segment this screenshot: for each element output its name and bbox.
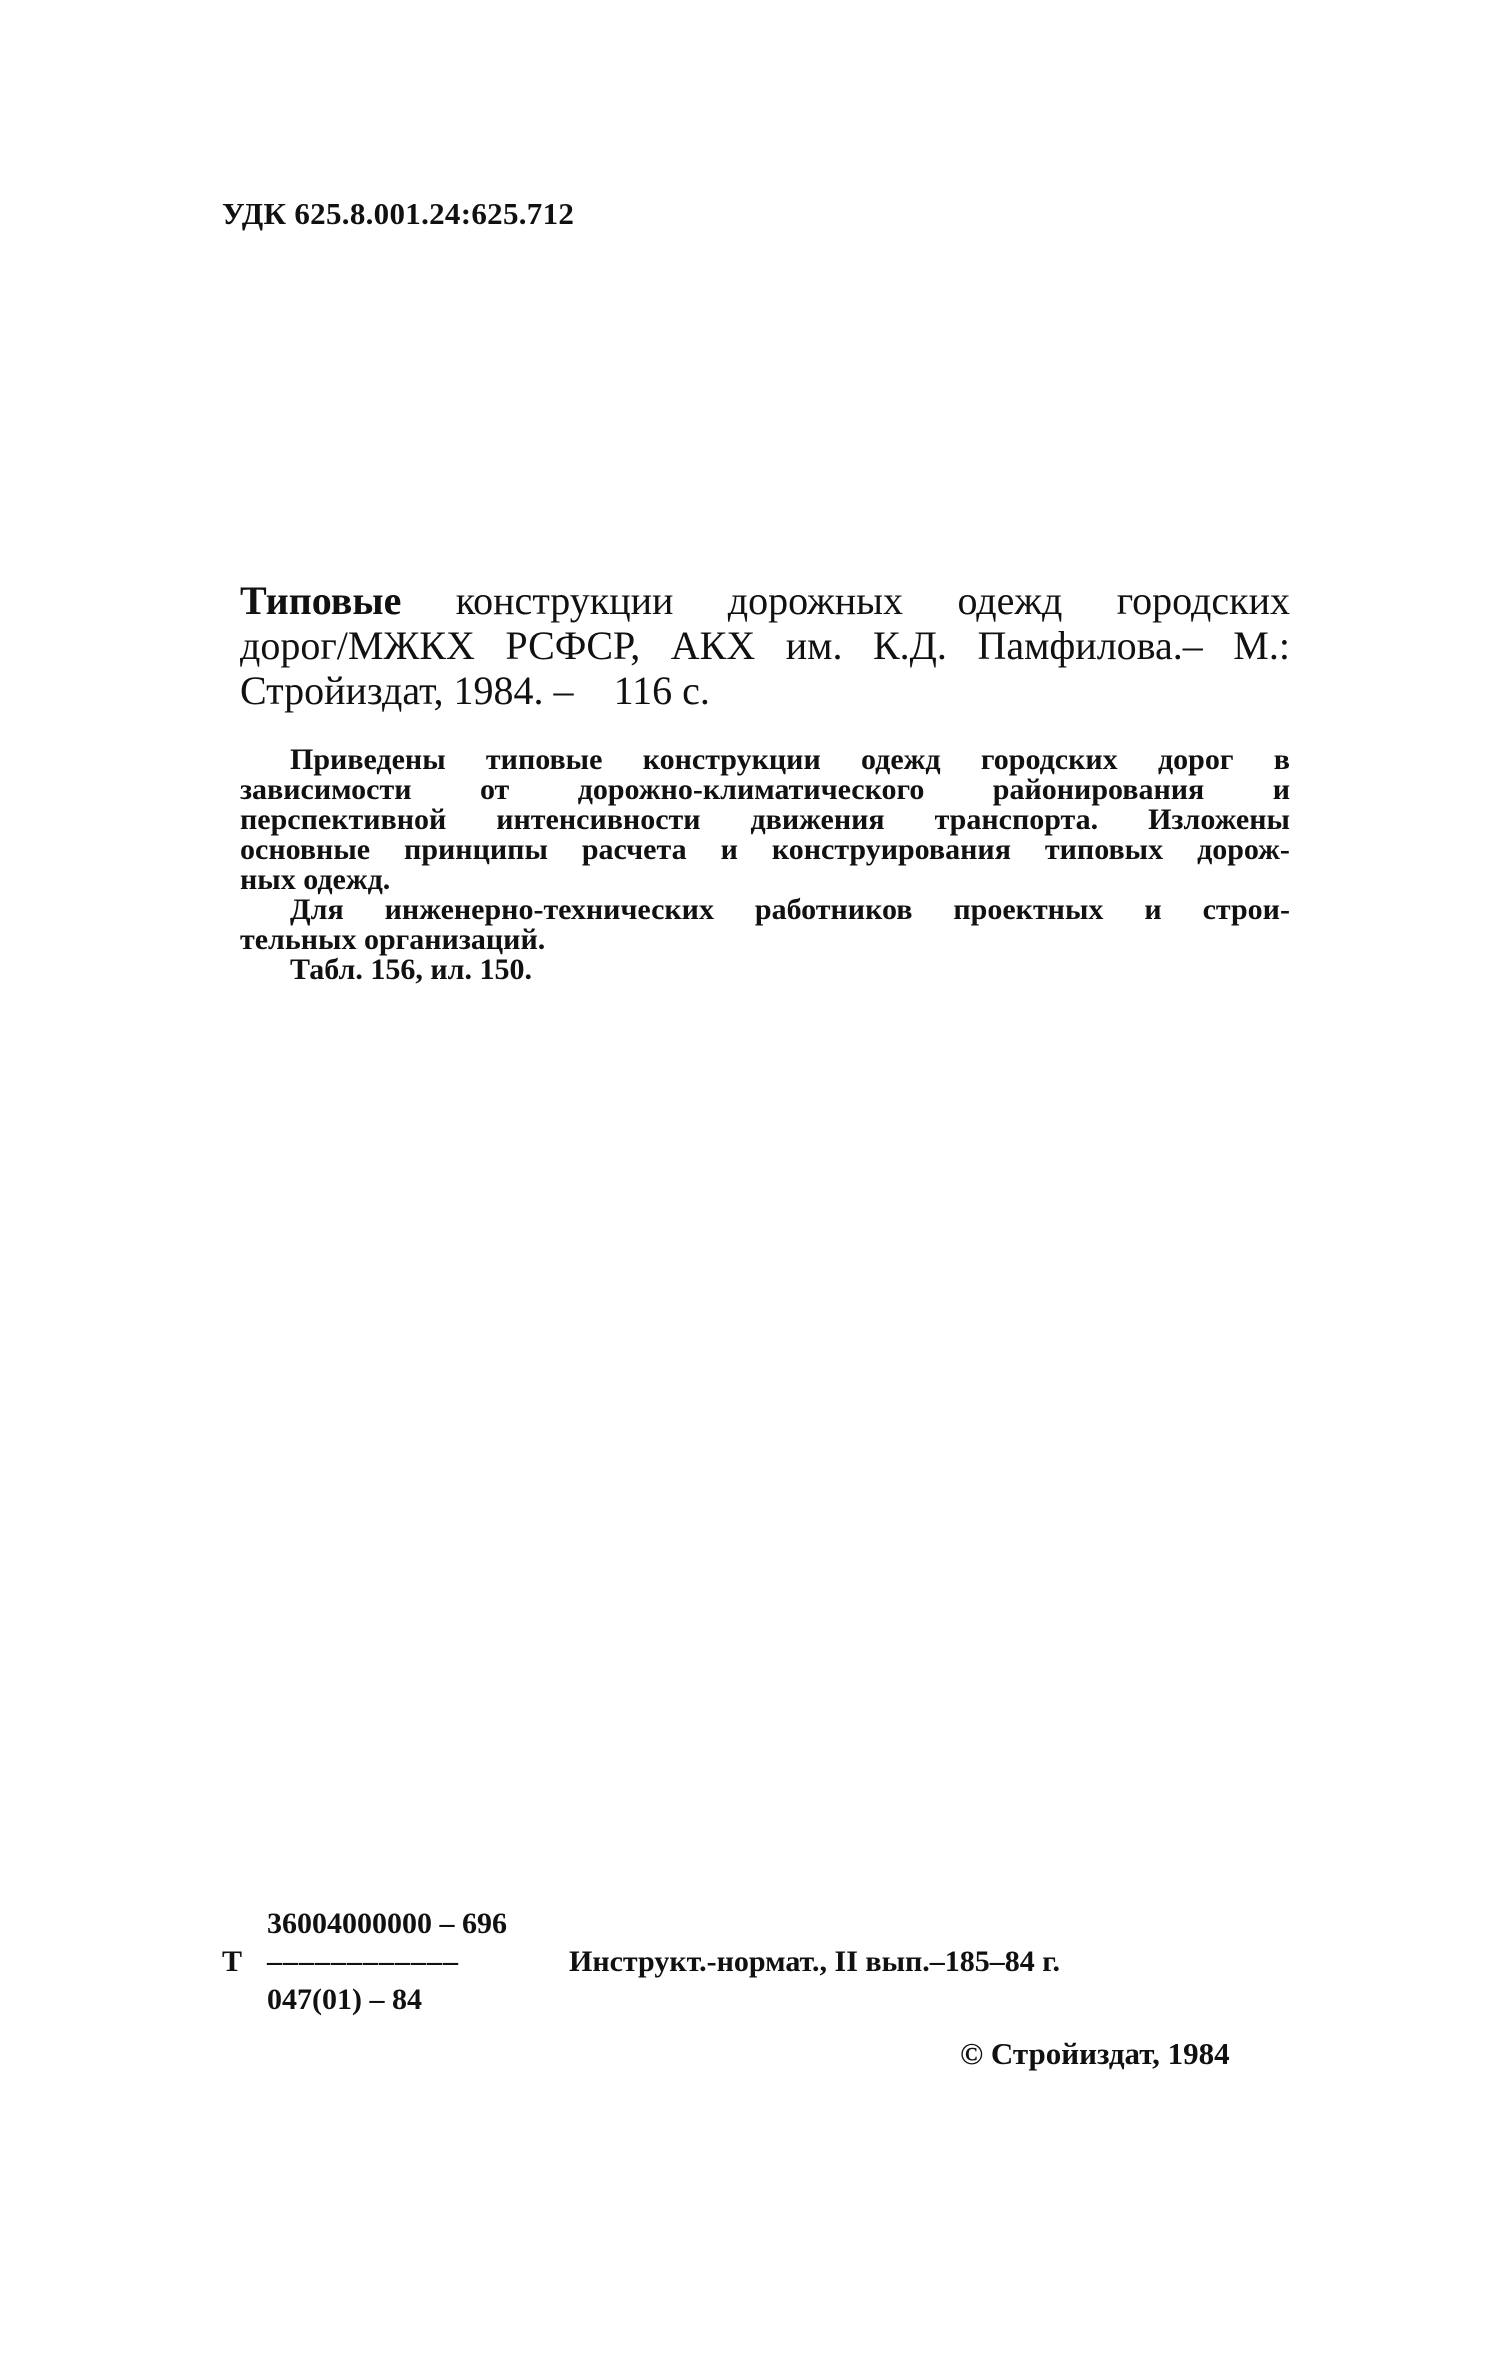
copyright: © Стройиздат, 1984 bbox=[960, 2036, 1230, 2071]
bib-title: Типовые bbox=[240, 578, 402, 623]
code-series: Инструкт.-нормат., II вып.–185–84 г. bbox=[569, 1945, 1061, 1978]
audience-line: тельных организаций. bbox=[240, 923, 546, 956]
bib-word: АКХ bbox=[670, 623, 756, 668]
abstract-line: ных одежд. bbox=[240, 863, 391, 896]
bib-publisher-year: Стройиздат, 1984. – bbox=[240, 668, 574, 713]
abstract-line: основные принципы расчета и конструирования типовых дорож- bbox=[240, 833, 1290, 866]
code-fraction-line: –––––––––––– bbox=[267, 1945, 459, 1978]
tables-illustrations-line: Табл. 156, ил. 150. bbox=[290, 953, 532, 986]
abstract-line: Приведены типовые конструкции одежд городских дорог в bbox=[290, 743, 1290, 776]
bib-word: дорог/МЖКХ bbox=[240, 623, 475, 668]
bib-page-count: 116 с. bbox=[613, 668, 710, 713]
bib-word: РСФСР, bbox=[505, 623, 641, 668]
code-row bbox=[222, 1943, 1060, 1981]
code-denominator: 047(01) – 84 bbox=[267, 1983, 422, 2016]
bib-line-1 bbox=[240, 578, 1290, 623]
bib-line-2 bbox=[240, 623, 1290, 668]
abstract-line: перспективной интенсивности движения транспорта. Изложены bbox=[240, 803, 1290, 836]
bib-word: конструкции bbox=[455, 578, 674, 623]
udc-code: УДК 625.8.001.24:625.712 bbox=[222, 196, 575, 231]
bib-word: им. bbox=[785, 623, 843, 668]
bib-word: М.: bbox=[1233, 623, 1290, 668]
bib-word: одежд bbox=[957, 578, 1063, 623]
bib-line-3 bbox=[240, 668, 1290, 713]
bib-word: К.Д. bbox=[872, 623, 947, 668]
code-letter: Т bbox=[222, 1945, 243, 1978]
bib-word: Памфилова.– bbox=[977, 623, 1203, 668]
abstract bbox=[240, 745, 1290, 985]
abstract-line: зависимости от дорожно-климатического районирования и bbox=[240, 773, 1290, 806]
bibliographic-description bbox=[240, 578, 1290, 713]
bib-word: городских bbox=[1116, 578, 1290, 623]
code-numerator: 36004000000 – 696 bbox=[267, 1907, 507, 1940]
classification-codes bbox=[222, 1905, 1060, 2019]
audience-line: Для инженерно-технических работников проектных и строи- bbox=[290, 893, 1290, 926]
bib-word: дорожных bbox=[727, 578, 904, 623]
